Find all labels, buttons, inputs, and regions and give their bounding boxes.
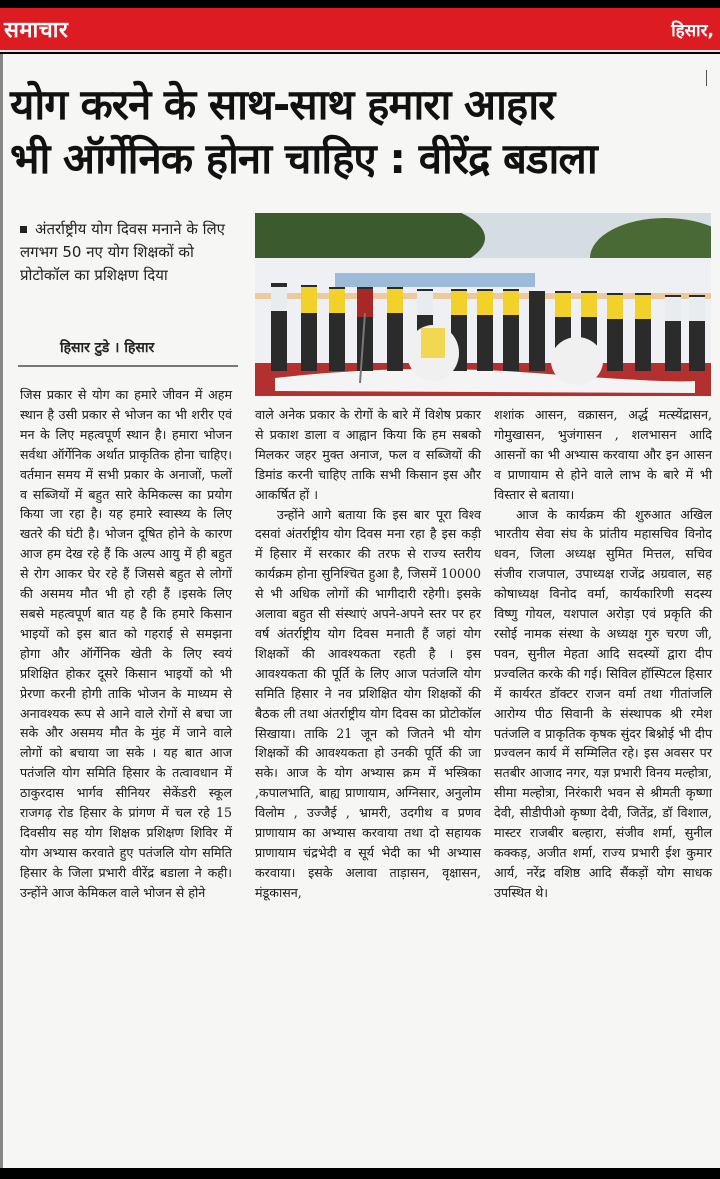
paragraph: जिस प्रकार से योग का हमारे जीवन में अहम स्थान है उसी प्रकार से भोजन का भी शरीर एवं मन के लिए महत्वपूर्ण स्थान है। हमारा भोजन सर्वथा ऑर्गेनिक अर्थात प्राकृतिक होना चाहिए। वर्तमान समय में सभी प्रकार के अनाजों, फलों व सब्जियों में बहुत सारे केमिकल्स का प्रयोग किया जा रहा है। यह हमारे स्वास्थ्य के लिए खतरे की घंटी है। भोजन दूषित होने के कारण आज हम देख रहे हैं कि अल्प आयु में ही बहुत से रोग आकर घेर रहे हैं जिससे बहुत से लोगों की असमय मौत भी हो रही हैं ।इसके लिए सबसे महत्वपूर्ण बात यह है कि हमारे किसान भाइयों को इस बात को गहराई से समझना होगा और ऑर्गेनिक खेती के लिए स्वयं प्रशिक्षित होकर दूसरे किसान भाइयों को भी प्रेरणा करनी होगी ताकि भोजन के माध्यम से अनावश्यक रूप से आने वाले रोगों से बचा जा सके और असमय मौत के मुंह में जाने वाले लोगों को बचाया जा सके । यह बात आज पतंजलि योग समिति हिसार के तत्वावधान में ठाकुरदास भार्गव सीनियर सेकेंडरी स्कूल राजगढ़ रोड हिसार के प्रांगण में चल रहे 15 दिवसीय सह योग शिक्षक प्रशिक्षण शिविर में योग अभ्यास करवाते हुए पतंजलि योग समिति हिसार के जिला प्रभारी वीरेंद्र बडाला ने कही। उन्होंने आज केमिकल वाले भोजन से होने (20, 387, 232, 900)
article-column-1 (20, 385, 242, 903)
divider-rule (18, 365, 238, 367)
paragraph: आज के कार्यक्रम की शुरुआत अखिल भारतीय सेवा संघ के प्रांतीय महासचिव विनोद धवन, जिला अध्यक्ष सुमित मित्तल, सचिव संजीव राजपाल, उपाध्यक्ष राजेंद्र अग्रवाल, सह कोषाध्यक्ष विनोद वर्मा, कार्यकारिणी सदस्य विष्णु गोयल, यशपाल अरोड़ा एवं प्रकृति की रसोई नामक संस्था के अध्यक्ष गुरु चरण जी, पवन, सुनील मेहता आदि सदस्यों द्वारा दीप प्रज्वलित करके की गई। सिविल हॉस्पिटल हिसार में कार्यरत डॉक्टर राजन वर्मा तथा गीतांजलि आरोग्य पीठ सिवानी के संस्थापक श्री रमेश पतंजलि व प्राकृतिक कृषक सुंदर बिश्नोई भी दीप प्रज्वलन कार्य में सम्मिलित रहे। इस अवसर पर सतबीर आजाद नगर, यज्ञ प्रभारी विनय मल्होत्रा, सीमा मल्होत्रा, निरंकारी भवन से श्रीमती कृष्णा देवी, सीडीपीओ कृष्णा देवी, जितेंद्र, डॉ विशाल, मास्टर राजबीर बल्हारा, संजीव शर्मा, सुनील कक्कड़, अजीत शर्मा, राज्य प्रभारी ईश कुमार आर्य, नरेंद्र वशिष्ठ आदि सैंकड़ों योग साधक उपस्थित थे। (494, 506, 712, 900)
article-photo (255, 213, 711, 396)
dateline-city: हिसार, (671, 21, 714, 41)
paragraph: उन्होंने आगे बताया कि इस बार पूरा विश्व दसवां अंतर्राष्ट्रीय योग दिवस मना रहा है इस कड़ी में हिसार में सरकार की तरफ से राज्य स्तरीय कार्यक्रम होना सुनिश्चित हुआ है, जिसमें 10000 से भी अधिक लोगों की भागीदारी रहेगी। इसके अलावा बहुत सी संस्थाएं अपने-अपने स्तर पर हर वर्ष अंतर्राष्ट्रीय योग दिवस मनाती हैं जहां योग शिक्षकों की आवश्यकता रहती है । इस आवश्यकता की पूर्ति के लिए आज पतंजलि योग समिति हिसार ने नव प्रशिक्षित योग शिक्षकों की बैठक ली तथा अंतर्राष्ट्रीय योग दिवस का प्रोटोकॉल सिखाया। ताकि 21 जून को जितने भी योग शिक्षकों की आवश्यकता हो उनकी पूर्ति की जा सके। आज के योग अभ्यास क्रम में भस्त्रिका ,कपालभाति, बाह्य प्राणायाम, अग्निसार, अनुलोम विलोम , उज्जैई , भ्रामरी, उदगीथ व प्रणव प्राणायाम का अभ्यास करवाया तथा दो सहायक प्राणायाम चंद्रभेदी व सूर्य भेदी का भी अभ्यास करवाया। इसके अलावा ताड़ासन, वृक्षासन, मंडूकासन, (255, 506, 481, 900)
headline-line-2: भी ऑर्गेनिक होना चाहिए : वीरेंद्र बडाला (10, 134, 597, 183)
headline (10, 78, 714, 186)
article-column-3 (494, 405, 712, 903)
byline: हिसार टुडे । हिसार (60, 340, 155, 356)
top-black-bar (0, 0, 720, 8)
highlight-box (20, 218, 240, 287)
highlight-text: अंतर्राष्ट्रीय योग दिवस मनाने के लिए लगभग 50 नए योग शिक्षकों को प्रोटोकॉल का प्रशिक्षण दिया (20, 220, 225, 284)
masthead-bar (0, 8, 720, 52)
square-bullet-icon (20, 226, 27, 233)
paragraph: वाले अनेक प्रकार के रोगों के बारे में विशेष प्रकार से प्रकाश डाला व आह्वान किया कि हम सबको मिलकर जहर मुक्त अनाज, फल व सब्जियों की डिमांड करनी चाहिए ताकि सभी किसान इस और आकर्षित हों । (255, 407, 481, 502)
headline-line-1: योग करने के साथ-साथ हमारा आहार (10, 80, 555, 129)
section-title: समाचार (4, 18, 69, 43)
group-photo-illustration (255, 213, 711, 396)
paragraph: शशांक आसन, वक्रासन, अर्द्ध मत्स्येंद्रासन, गोमुखासन, भुजंगासन , शलभासन आदि आसनों का भी अभ्यास करवाया और इन आसन व प्राणायाम से होने वाले लाभ के बारे में भी विस्तार से बताया। (494, 407, 712, 502)
bottom-black-bar (0, 1168, 720, 1179)
article-column-2 (255, 405, 481, 903)
